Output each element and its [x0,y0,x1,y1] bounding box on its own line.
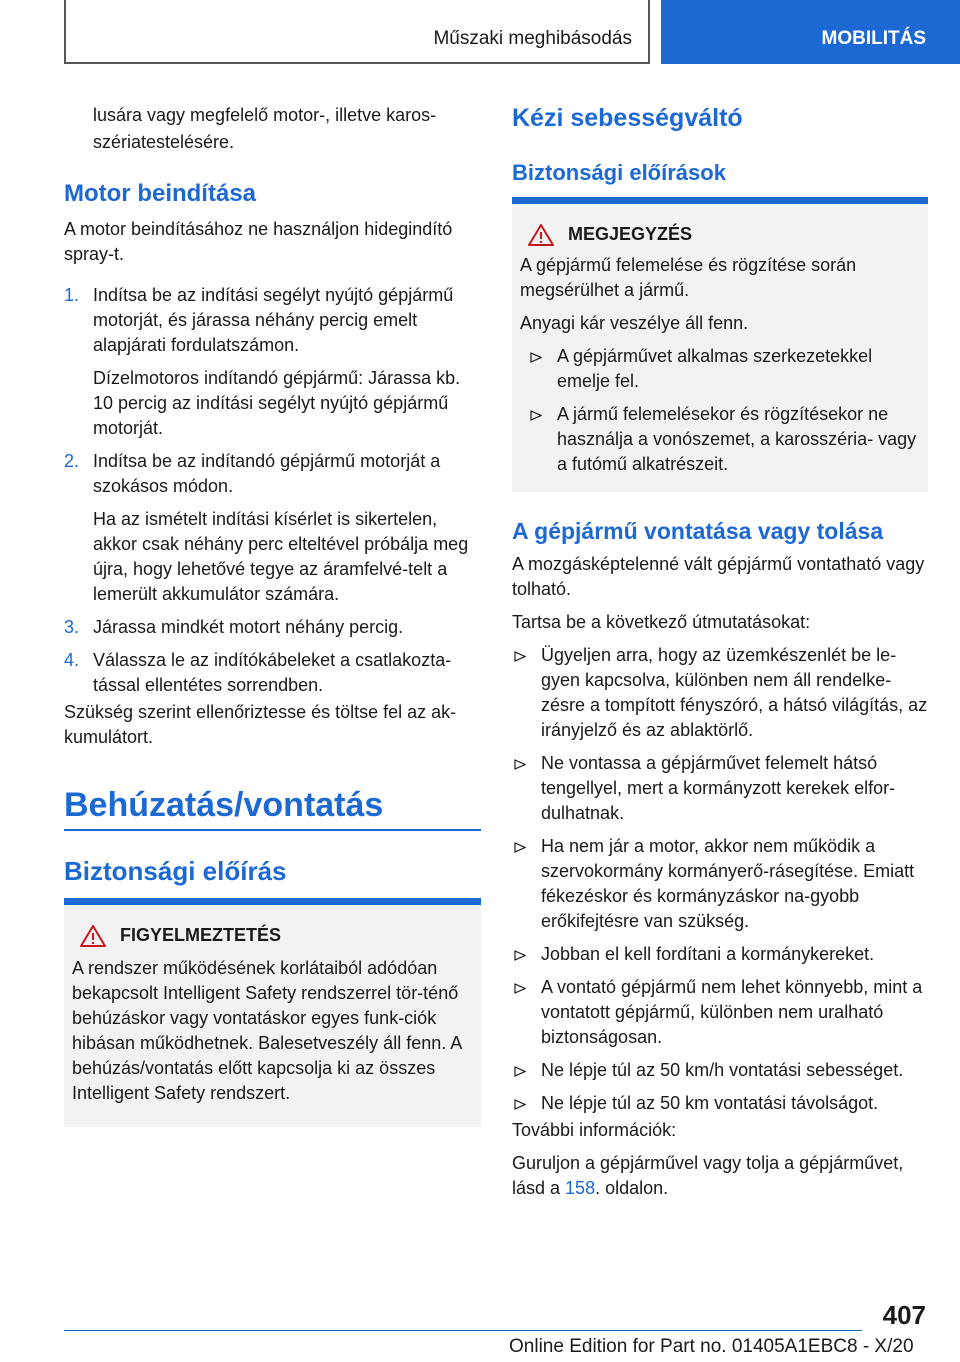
closing-text: Szükség szerint ellenőriztesse és töltse fel az ak-kumulátort. [64,702,457,747]
step-text: Indítsa be az indítandó gépjármű motorját a szokásos módon. [93,451,441,496]
list-item [512,975,928,1050]
header-section-box [64,0,650,64]
intro-line-2: szériatestelésére. [93,132,235,152]
step-number: 2. [64,451,80,471]
note-box [512,197,928,492]
note-text-1: A gépjármű felemelése és rögzítése során megsérülhet a jármű. [520,255,857,300]
triangle-bullet-icon [514,842,526,853]
list-item [512,1058,928,1083]
warning-triangle-icon [528,224,554,246]
footer-edition: Online Edition for Part no. 01405A1EBC8 - X/20 [509,1336,914,1357]
step-item [64,615,481,640]
page-reference-link[interactable]: 158 [565,1178,596,1198]
header-chapter-label: MOBILITÁS [821,28,926,49]
list-item-text: A vontató gépjármű nem lehet könnyebb, mint a vontatott gépjármű, különben nem uralható biztonságosan. [541,977,923,1047]
step-text: Indítsa be az indítási segélyt nyújtó gépjármű motorját, és járassa néhány percig emelt alapjárati fordulatszámon. [93,285,454,355]
list-item [512,942,928,967]
triangle-bullet-icon [514,1066,526,1077]
warning-title: FIGYELMEZTETÉS [120,925,282,945]
note-title: MEGJEGYZÉS [568,224,693,244]
list-item-text: Jobban el kell fordítani a kormánykereket. [541,944,875,964]
list-item [512,1091,928,1116]
step-item [64,283,481,441]
triangle-bullet-icon [514,1099,526,1110]
header-section-title: Műszaki meghibásodás [433,28,632,49]
list-item [512,643,928,743]
triangle-bullet-icon [514,950,526,961]
triangle-bullet-icon [530,352,542,363]
list-item-text: A gépjárművet alkalmas szerkezetekkel emelje fel. [557,346,873,391]
list-item [528,402,920,477]
motor-start-text: A motor beindításához ne használjon hidegindító spray-t. [64,219,453,264]
list-item [528,344,920,394]
tow-push-heading: A gépjármű vontatása vagy tolása [512,518,884,544]
gearbox-heading: Kézi sebességváltó [512,104,743,132]
step-extra: Dízelmotoros indítandó gépjármű: Járassa kb. 10 percig az indítási segélyt nyújtó gépjármű motorját. [93,368,461,438]
instructions-intro: Tartsa be a következő útmutatásokat: [512,612,811,632]
header-chapter-tab[interactable] [661,0,960,64]
more-info-label: További információk: [512,1120,677,1140]
list-item-text: Ha nem jár a motor, akkor nem működik a szervokormány kormányerő-rásegítése. Emiatt fékezéskor és kormányzáskor na-gyobb erőkifejtésre van szükség. [541,836,915,931]
warning-box [64,898,481,1127]
heading-rule [64,829,481,831]
step-extra: Ha az ismételt indítási kísérlet is sikertelen, akkor csak néhány perc elteltével próbálja meg újra, hogy lehetővé tegye az áramfelvé-telt a lemerült akkumulátor számára. [93,509,469,604]
see-page-text-after: . oldalon. [595,1178,669,1198]
safety-heading: Biztonsági előírás [64,856,287,886]
triangle-bullet-icon [514,983,526,994]
warning-triangle-icon [80,925,106,947]
warning-title-row [72,923,473,948]
triangle-bullet-icon [530,410,542,421]
step-item [64,648,481,698]
list-item-text: Ügyeljen arra, hogy az üzemkészenlét be le-gyen kapcsolva, különben nem áll rendelke-zésre a tompított fényszóró, a hátsó világítás, az irányjelző és az ablaktörlő. [541,645,928,740]
motor-steps-list [64,275,481,698]
page-number: 407 [882,1300,926,1330]
motor-start-heading: Motor beindítása [64,180,257,207]
step-text: Járassa mindkét motort néhány percig. [93,617,404,637]
list-item-text: Ne lépje túl az 50 km vontatási távolságot. [541,1093,879,1113]
step-number: 1. [64,285,80,305]
triangle-bullet-icon [514,651,526,662]
step-text: Válassza le az indítókábeleket a csatlakozta-tással ellentétes sorrendben. [93,650,452,695]
list-item-text: Ne lépje túl az 50 km/h vontatási sebességet. [541,1060,904,1080]
list-item [512,751,928,826]
list-item-text: Ne vontassa a gépjárművet felemelt hátsó tengellyel, mert a kormányzott kerekek elfor-dulhatnak. [541,753,896,823]
triangle-bullet-icon [514,759,526,770]
note-title-row [520,222,920,247]
list-item-text: A jármű felemelésekor és rögzítésekor ne használja a vonószemet, a karosszéria- vagy a futómű alkatrészeit. [557,404,917,474]
tow-main-heading: Behúzatás/vontatás [64,786,384,824]
footer-rule [64,1330,862,1331]
intro-line-1: lusára vagy megfelelő motor-, illetve karos- [93,105,437,125]
list-item [512,834,928,934]
note-list [528,344,920,477]
step-item [64,449,481,607]
safety-rules-heading: Biztonsági előírások [512,160,726,185]
tow-instructions-list [512,635,928,1116]
see-page-text [512,1151,928,1201]
tow-push-text: A mozgásképtelenné vált gépjármű vontatható vagy tolható. [512,554,925,599]
step-number: 3. [64,617,80,637]
note-text-2: Anyagi kár veszélye áll fenn. [520,313,749,333]
see-page-text-before: Guruljon a gépjárművel vagy tolja a gépjárművet, lásd a [512,1153,904,1198]
step-number: 4. [64,650,80,670]
warning-text: A rendszer működésének korlátaiból adódóan bekapcsolt Intelligent Safety rendszerrel tör-ténő behúzáskor vagy vontatáskor egyes funk-ciók hibásan működhetnek. Balesetveszély áll fenn. A behúzás/vontatás előtt kapcsolja ki az összes Intelligent Safety rendszert. [72,958,462,1103]
